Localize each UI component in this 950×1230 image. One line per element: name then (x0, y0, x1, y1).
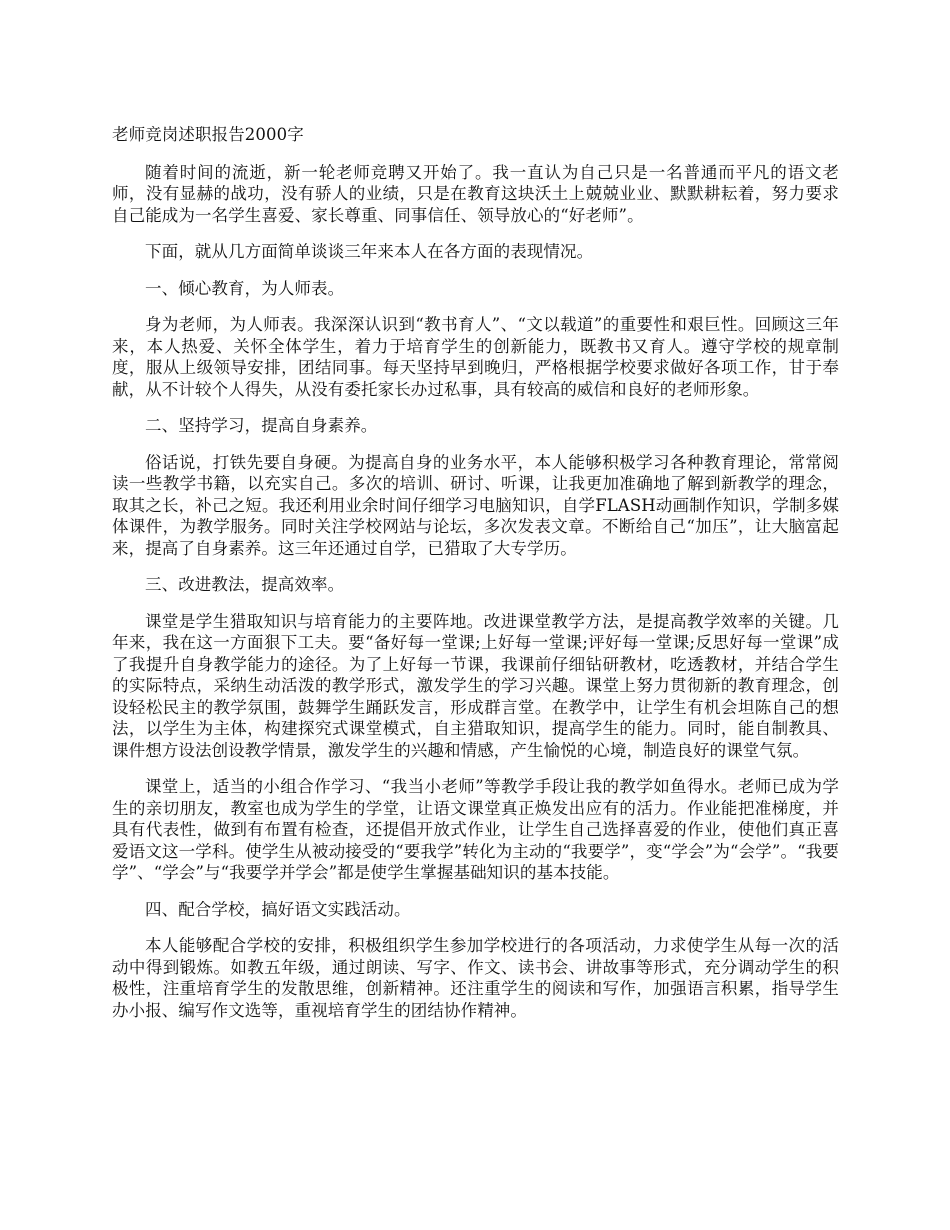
section-heading-4: 四、配合学校，搞好语文实践活动。 (145, 899, 411, 919)
section-heading-1: 一、倾心教育，为人师表。 (145, 278, 345, 298)
paragraph-overview: 下面，就从几方面简单谈谈三年来本人在各方面的表现情况。 (145, 242, 594, 261)
paragraph-section-4: 本人能够配合学校的安排，积极组织学生参加学校进行的各项活动，力求使学生从每一次的活动中得到锻炼。如教五年级，通过朗读、写字、作文、读书会、讲故事等形式，充分调动学生的积极性，注重培育学生的发散思维，创新精神。还注重学生的阅读和写作，加强语言积累，指导学生办小报、编写作文选等，重视培育学生的团结协作精神。 (112, 936, 839, 1020)
document-page (112, 124, 839, 1036)
paragraph-section-3a: 课堂是学生猎取知识与培育能力的主要阵地。改进课堂教学方法，是提高教学效率的关键。几年来，我在这一方面狠下工夫。要“备好每一堂课;上好每一堂课;评好每一堂课;反思好每一堂课”成了我提升自身教学能力的途径。为了上好每一节课，我课前仔细钻研教材，吃透教材，并结合学生的实际特点，采纳生动活泼的教学形式，激发学生的学习兴趣。课堂上努力贯彻新的教育理念，创设轻松民主的教学氛围，鼓舞学生踊跃发言，形成群言堂。在教学中，让学生有机会坦陈自己的想法，以学生为主体，构建探究式课堂模式，自主猎取知识，提高学生的能力。同时，能自制教具、课件想方设法创设教学情景，激发学生的兴趣和情感，产生愉悦的心境，制造良好的课堂气氛。 (112, 611, 839, 760)
paragraph-section-3b: 课堂上，适当的小组合作学习、“我当小老师”等教学手段让我的教学如鱼得水。老师已成为学生的亲切朋友，教室也成为学生的学堂，让语文课堂真正焕发出应有的活力。作业能把准梯度，并具有代表性，做到有布置有检查，还提倡开放式作业，让学生自己选择喜爱的作业，使他们真正喜爱语文这一学科。使学生从被动接受的“要我学”转化为主动的“我要学”，变“学会”为“会学”。“我要学”、“学会”与“我要学并学会”都是使学生掌握基础知识的基本技能。 (112, 777, 839, 882)
paragraph-intro: 随着时间的流逝，新一轮老师竞聘又开始了。我一直认为自己只是一名普通而平凡的语文老师，没有显赫的战功，没有骄人的业绩，只是在教育这块沃土上兢兢业业、默默耕耘着，努力要求自己能成为一名学生喜爱、家长尊重、同事信任、领导放心的“好老师”。 (112, 162, 839, 225)
section-heading-3: 三、改进教法，提高效率。 (145, 575, 345, 594)
section-heading-2: 二、坚持学习，提高自身素养。 (145, 416, 378, 435)
document-title: 老师竞岗述职报告2000字 (112, 125, 304, 144)
paragraph-section-2: 俗话说，打铁先要自身硬。为提高自身的业务水平，本人能够积极学习各种教育理论，常常阅读一些教学书籍，以充实自己。多次的培训、研讨、听课，让我更加准确地了解到新教学的理念，取其之长，补己之短。我还利用业余时间仔细学习电脑知识，自学FLASH动画制作知识，学制多媒体课件，为教学服务。同时关注学校网站与论坛，多次发表文章。不断给自己“加压”，让大脑富起来，提高了自身素养。这三年还通过自学，已猎取了大专学历。 (112, 452, 839, 558)
paragraph-section-1: 身为老师，为人师表。我深深认识到“教书育人”、“文以载道”的重要性和艰巨性。回顾这三年来，本人热爱、关怀全体学生，着力于培育学生的创新能力，既教书又育人。遵守学校的规章制度，服从上级领导安排，团结同事。每天坚持早到晚归，严格根据学校要求做好各项工作，甘于奉献，从不计较个人得失，从没有委托家长办过私事，具有较高的威信和良好的老师形象。 (112, 315, 839, 399)
